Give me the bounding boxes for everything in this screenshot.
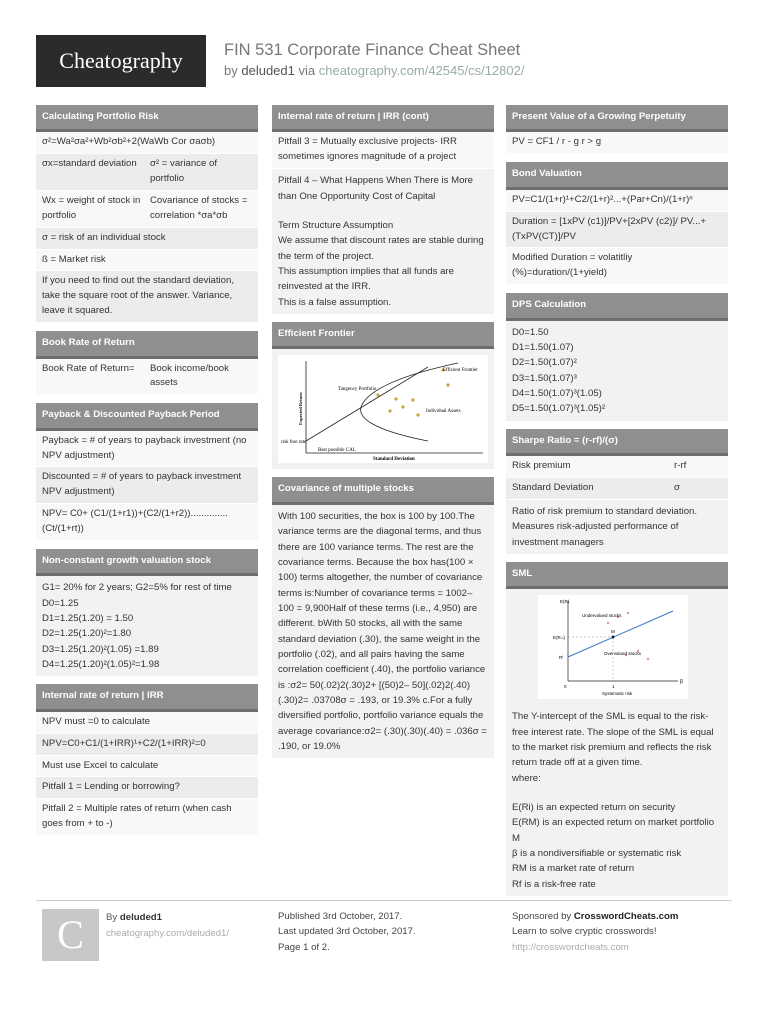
section-sml xyxy=(506,562,728,896)
table-row: Pitfall 1 = Lending or borrowing? xyxy=(36,777,258,799)
sheet-url[interactable]: cheatography.com/42545/cs/12802/ xyxy=(318,63,525,78)
section-growing-perpetuity xyxy=(506,105,728,154)
table-row: Duration = [1xPV (c1)]/PV+[2xPV (c2)]/ PV...+(TxPV(CT)]/PV xyxy=(506,212,728,249)
section-title: DPS Calculation xyxy=(506,293,728,320)
cheatography-logo[interactable]: Cheatography xyxy=(36,35,206,87)
label-efficient-frontier: Efficient Frontier xyxy=(443,368,478,374)
table-row: Discounted = # of years to payback investment NPV adjustment) xyxy=(36,467,258,504)
page-title: FIN 531 Corporate Finance Cheat Sheet xyxy=(224,41,521,59)
cell: Standard Deviation xyxy=(512,481,594,493)
table-row: NPV must =0 to calculate xyxy=(36,712,258,734)
sml-diagram xyxy=(538,595,688,699)
sml-label-undervalued: Undervalued stocks xyxy=(582,613,622,619)
text-block: With 100 securities, the box is 100 by 100.The variance terms are the diagonal terms, and thus there are 100 variance terms. The rest are the covariance terms. Because the box has(100 × 100) terms altogether, the number of covariance terms is:Number of covariance terms = 1002– 100 = 9,900Half of these terms (i.e., 4,950) are different. bWith 50 stocks, all with the same standard deviation (.30), the same weight in the portfolio (.02), and all pairs having the same correlation coefficient (.40), the portfolio variance is :σ2= 50(.02)2(.30)2+ [(50)2– 50](.02)2(.40)(.30)2= .03708σ = .193, or 19.3% c.For a fully diversified portfolio, portfolio variance equals the average covariance:σ2= (.30)(.30)(.40) = .036σ = .190, or 19.0% xyxy=(272,505,494,759)
page-number: Page 1 of 2. xyxy=(278,941,330,953)
text-line: D0=1.50 xyxy=(512,326,549,338)
section-title: Internal rate of return | IRR xyxy=(36,684,258,711)
footer-sponsor xyxy=(512,909,678,955)
cell: Covariance of stocks = correlation *σa*σb xyxy=(150,195,248,221)
column-1 xyxy=(36,105,258,844)
sml-label-one: 1 xyxy=(612,684,615,690)
x-axis-label: Standard Deviation xyxy=(373,457,415,463)
column-3 xyxy=(506,105,728,904)
section-book-rate xyxy=(36,331,258,395)
cell: Risk premium xyxy=(512,460,571,472)
footer-author xyxy=(106,911,162,926)
footer-dates xyxy=(278,909,416,955)
page-footer xyxy=(36,900,732,970)
cell: Book income/book assets xyxy=(150,362,229,389)
section-covariance xyxy=(272,477,494,758)
label-best-cal: Best possible CAL xyxy=(318,448,356,454)
sponsor-tagline: Learn to solve cryptic crosswords! xyxy=(512,926,657,938)
sml-label-overvalued: Overvalued stocks xyxy=(604,651,642,657)
published-date: Published 3rd October, 2017. xyxy=(278,911,403,922)
updated-date: Last updated 3rd October, 2017. xyxy=(278,926,416,938)
label-risk-free: risk free rate xyxy=(281,440,307,446)
sponsor-url[interactable]: http://crosswordcheats.com xyxy=(512,941,629,953)
table-row: Must use Excel to calculate xyxy=(36,756,258,778)
text-line: D0=1.25 xyxy=(42,597,79,609)
text-line: This is a false assumption. xyxy=(278,296,392,308)
text-block xyxy=(506,321,728,421)
table-row xyxy=(36,191,258,228)
text-line: D2=1.50(1.07)² xyxy=(512,357,577,369)
text-line: D1=1.50(1.07) xyxy=(512,341,574,353)
cell: Wx = weight of stock in portfolio xyxy=(42,195,141,221)
spacer xyxy=(512,786,722,800)
table-row: Modified Duration = volatitliy (%)=duration/(1+yield) xyxy=(506,248,728,285)
table-row xyxy=(36,154,258,191)
section-title: Non-constant growth valuation stock xyxy=(36,549,258,576)
text-line: The Y-intercept of the SML is equal to the risk-free interest rate. The slope of the SML is equal to the market risk premium and reflects the risk return trade off at a given time. xyxy=(512,711,714,769)
table-row: ß = Market risk xyxy=(36,250,258,272)
text-line: We assume that discount rates are stable during the term of the project. xyxy=(278,235,484,262)
byline xyxy=(224,63,524,79)
text-line: D5=1.50(1.07)³(1.05)² xyxy=(512,403,606,415)
section-title: Calculating Portfolio Risk xyxy=(36,105,258,132)
section-portfolio-risk xyxy=(36,105,258,323)
text-line: D3=1.50(1.07)³ xyxy=(512,372,577,384)
text-line: G1= 20% for 2 years; G2=5% for rest of time xyxy=(42,582,232,594)
text-line: D2=1.25(1.20)²=1.80 xyxy=(42,628,132,640)
by-label: by xyxy=(224,63,238,78)
section-bond-valuation xyxy=(506,162,728,285)
table-row: PV = CF1 / r - g r > g xyxy=(506,132,728,154)
text-line: Rf is a risk-free rate xyxy=(512,878,596,890)
table-row: σ = risk of an individual stock xyxy=(36,228,258,250)
sml-label-beta: β xyxy=(680,679,683,686)
section-title: Bond Valuation xyxy=(506,162,728,189)
sml-label-erm: E(Rₘ) xyxy=(553,635,566,641)
sml-label-systematic: Systematic risk xyxy=(602,691,633,697)
text-line: D4=1.50(1.07)³(1.05) xyxy=(512,387,602,399)
table-row xyxy=(506,478,728,500)
section-dps xyxy=(506,293,728,421)
section-payback xyxy=(36,403,258,541)
section-title: Payback & Discounted Payback Period xyxy=(36,403,258,430)
section-title: SML xyxy=(506,562,728,589)
table-row: Pitfall 2 = Multiple rates of return (when cash goes from + to -) xyxy=(36,799,258,836)
text-line: β is a nondiversifiable or systematic risk xyxy=(512,848,682,860)
text-line: This assumption implies that all funds are reinvested at the IRR. xyxy=(278,265,454,293)
text-block xyxy=(272,169,494,314)
table-row: PV=C1/(1+r)¹+C2/(1+r)²...+(Par+Cn)/(1+r)ⁿ xyxy=(506,190,728,212)
text-line: Term Structure Assumption xyxy=(278,219,394,231)
text-line: D1=1.25(1.20) = 1.50 xyxy=(42,613,134,625)
text-line: E(Ri) is an expected return on security xyxy=(512,802,676,814)
section-title: Sharpe Ratio = (r-rf)/(σ) xyxy=(506,429,728,456)
text-line: D4=1.25(1.20)²(1.05)²=1.98 xyxy=(42,659,160,671)
sponsor-link[interactable]: CrosswordCheats.com xyxy=(573,911,679,922)
sml-figure xyxy=(506,589,728,705)
cell: σ² = variance of portfolio xyxy=(150,158,217,185)
section-title: Efficient Frontier xyxy=(272,322,494,349)
table-row: Pitfall 3 = Mutually exclusive projects- IRR sometimes ignores magnitude of a project xyxy=(272,132,494,169)
section-title: Book Rate of Return xyxy=(36,331,258,358)
text-block: Ratio of risk premium to standard deviation. Measures risk-adjusted performance of investment managers xyxy=(506,500,728,554)
section-nonconstant-growth xyxy=(36,549,258,677)
by-label: By xyxy=(106,912,118,923)
page-header xyxy=(36,35,732,87)
section-irr xyxy=(36,684,258,836)
table-row: NPV=C0+C1/(1+IRR)¹+C2/(1+IRR)²=0 xyxy=(36,734,258,756)
label-tangency: Tangency Portfolio xyxy=(338,387,377,393)
author-avatar[interactable]: C xyxy=(42,909,99,961)
text-line: E(RM) is an expected return on market portfolio M xyxy=(512,817,715,844)
section-title: Covariance of multiple stocks xyxy=(272,477,494,504)
efficient-frontier-figure xyxy=(272,349,494,469)
table-row: If you need to find out the standard deviation, take the square root of the answer. Variance, leave it squared. xyxy=(36,271,258,323)
text-block xyxy=(36,576,258,676)
section-irr-cont xyxy=(272,105,494,314)
via-label: via xyxy=(298,63,316,78)
cell: r-rf xyxy=(674,460,687,472)
table-row: NPV= C0+ (C1/(1+r1))+(C2/(1+r2)).............. (Ct/(1+rt)) xyxy=(36,504,258,541)
text-line: where: xyxy=(512,772,541,784)
text-line: D3=1.25(1.20)²(1.05) =1.89 xyxy=(42,643,159,655)
table-row xyxy=(36,359,258,396)
section-sharpe xyxy=(506,429,728,554)
efficient-frontier-diagram xyxy=(278,355,488,463)
sml-label-zero: 0 xyxy=(564,684,567,690)
table-row xyxy=(506,456,728,478)
cell: Book Rate of Return= xyxy=(42,362,135,374)
sponsored-label: Sponsored by xyxy=(512,911,572,922)
column-2 xyxy=(272,105,494,766)
section-title: Internal rate of return | IRR (cont) xyxy=(272,105,494,132)
footer-author-link[interactable]: deluded1 xyxy=(119,912,162,923)
text-block xyxy=(506,705,728,896)
section-title: Present Value of a Growing Perpetuity xyxy=(506,105,728,132)
sml-label-rf: Rᶠ xyxy=(559,655,564,661)
sml-label-m: M xyxy=(611,629,615,635)
cell: σx=standard deviation xyxy=(42,158,137,170)
cell: σ xyxy=(674,481,680,493)
table-row: Payback = # of years to payback investment (no NPV adjustment) xyxy=(36,431,258,468)
text-line: Pitfall 4 – What Happens When There is More than One Opportunity Cost of Capital xyxy=(278,175,473,202)
label-individual-assets: Individual Assets xyxy=(426,409,461,415)
section-efficient-frontier xyxy=(272,322,494,469)
formula-row: σ²=Wa²σa²+Wb²σb²+2(WaWb Cor σaσb) xyxy=(36,132,258,154)
sml-label-er: E(R) xyxy=(560,599,570,605)
author-link[interactable]: deluded1 xyxy=(241,63,295,78)
spacer xyxy=(278,204,488,218)
text-line: RM is a market rate of return xyxy=(512,863,635,875)
y-axis-label: Expected Return xyxy=(298,392,303,426)
footer-author-url[interactable]: cheatography.com/deluded1/ xyxy=(106,928,230,939)
